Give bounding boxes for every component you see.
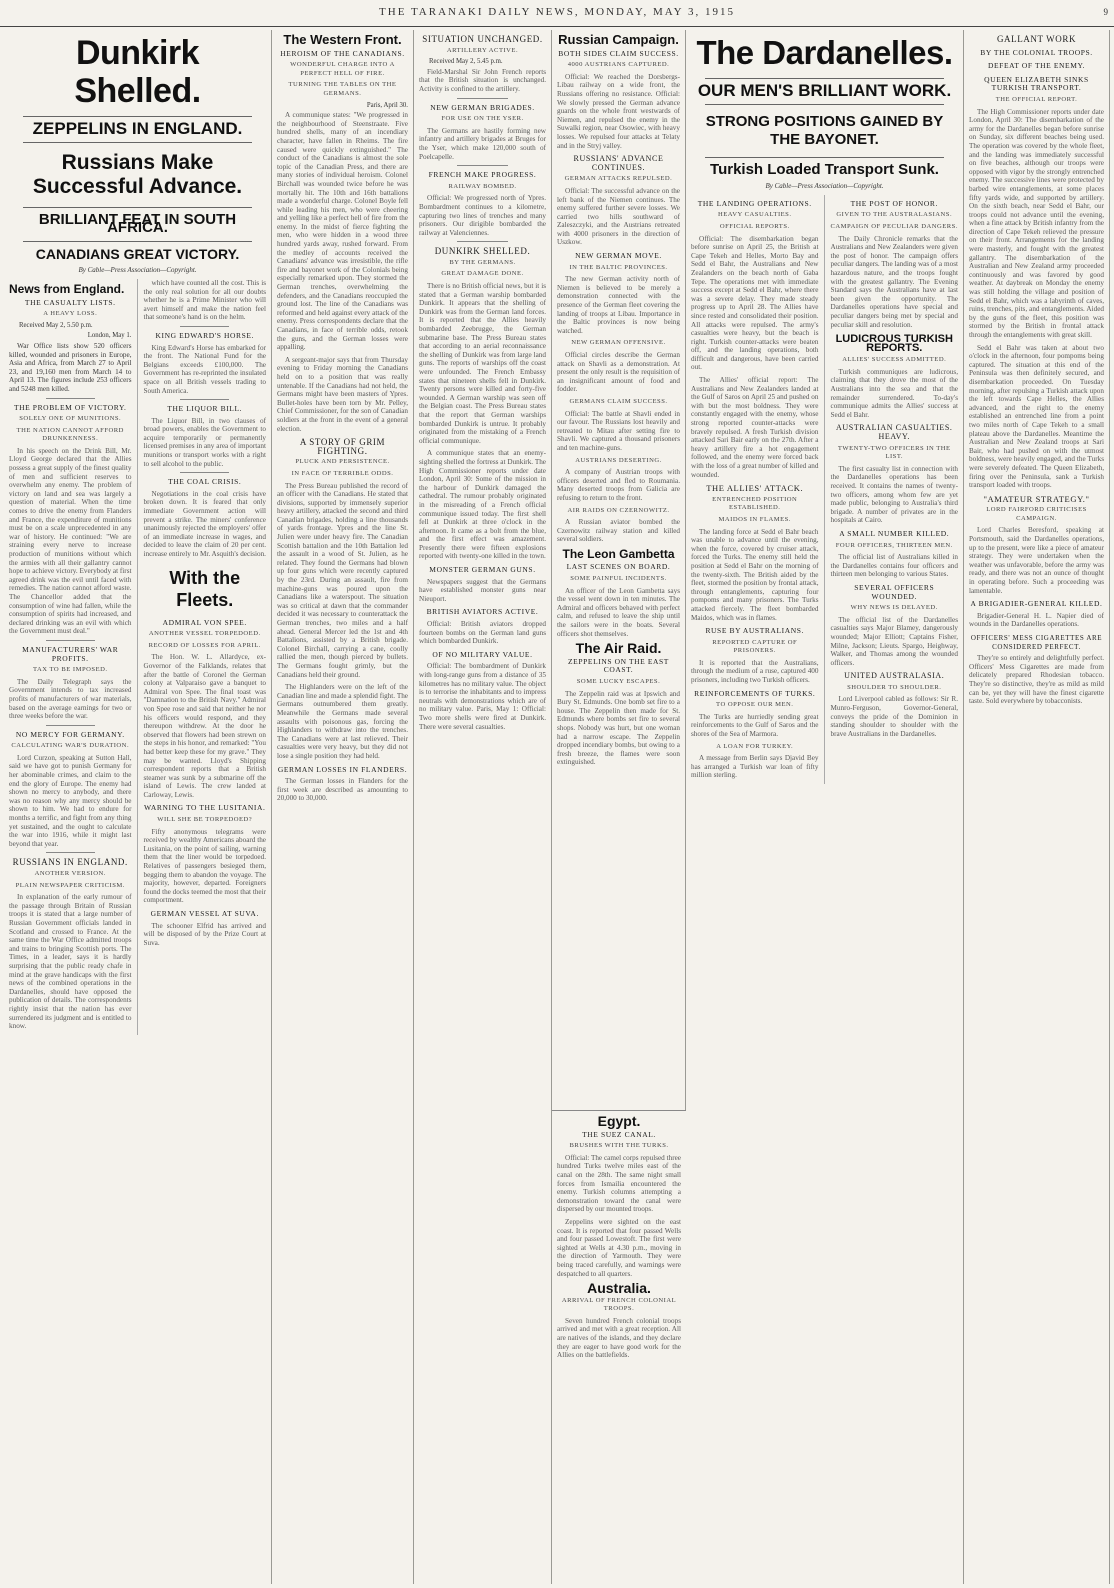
divider	[180, 472, 229, 473]
headline-south-africa: BRILLIANT FEAT IN SOUTH AFRICA.	[38, 210, 237, 237]
divider	[457, 241, 508, 242]
subhead-mercy: NO MERCY FOR GERMANY.	[15, 729, 125, 739]
article-text: There is no British official news, but it is stated that a German warship bombarded Dunkirk. It appears that the shelling of Dunkirk was from the German land forces. It is reported that the Allies heavily bombarded Zeebrugge, the German submarine base. The Press Bureau states that according to an aerial reconnaissance the shelling of Dunkirk was from large land guns. The reports of warships off the coast were unfounded. The French Embassy states that nineteen shells fell in Dunkirk. Twenty persons were killed and forty-five wounded. A German warship was seen off the Belgian coast. The Press Bureau states that the report that German warships bombarded Dunkirk is untrue. It probably originated from the mistaking of a French official communique.	[419, 282, 546, 445]
masthead	[0, 0, 1114, 27]
subhead-allies-attack: THE ALLIES' ATTACK.	[706, 483, 804, 494]
subhead-problem: THE PROBLEM OF VICTORY.	[13, 402, 127, 412]
subhead-lusitania: WARNING TO THE LUSITANIA.	[144, 803, 266, 813]
article-text: Sedd el Bahr was taken at about two o'clock in the afternoon, four pompoms being captured. The situation at this end of the Peninsula was then definitely secured, and disembarkation proceeded. On Tuesday morning, after repulsing a Turkish attack upon the left towards Cape Helles, the Allies advanced, and the right to the enemy established an entrenched line from a point two miles north of Cape Tekeh to a small plateau above the Dardanelles. Meantime the Australian and New Zealand troops at Sari Bair, who had pushed on with the utmost boldness, were heavily engaged, and the Turks were severely defeated. The Queen Elizabeth, firing over the Peninsula, sank a Turkish transport loaded with troops.	[969, 343, 1104, 490]
section-fleets: With the Fleets.	[169, 567, 241, 610]
subhead-reinforcements: REINFORCEMENTS OF TURKS.	[694, 688, 816, 698]
headline-situation: SITUATION UNCHANGED.	[422, 34, 543, 44]
subcolumns	[9, 279, 266, 1035]
subhead-capture: REPORTED CAPTURE OF PRISONERS.	[712, 638, 798, 655]
subhead-four-officers: FOUR OFFICERS, THIRTEEN MEN.	[835, 541, 953, 549]
page-number: 9	[1103, 7, 1108, 17]
subhead-another-version: ANOTHER VERSION.	[34, 870, 106, 877]
article-text: The Highlanders were on the left of the Canadian line and made a splendid fight. The Germans outnumbered them greatly. Meanwhile the Germans made several assaults with poisonous gas, forcing the Highlanders to withdraw into the trenches. The Canadians were at last relieved. Their casualties were very heavy, but they did not lose a single position they had held.	[277, 683, 408, 760]
subhead-casualty: THE CASUALTY LISTS.	[24, 297, 116, 307]
article-text: Newspapers suggest that the Germans have established monster guns near Nieuport.	[419, 577, 546, 603]
subcolumn-left	[9, 279, 138, 1035]
headline-brilliant-work: OUR MEN'S BRILLIANT WORK.	[697, 81, 952, 100]
subhead-brigadier: A BRIGADIER-GENERAL KILLED.	[970, 599, 1103, 609]
subhead-small-killed: A SMALL NUMBER KILLED.	[839, 528, 950, 538]
subhead-deserting: AUSTRIANS DESERTING.	[575, 456, 662, 464]
divider	[180, 326, 229, 327]
subhead-ruse: RUSE BY AUSTRALIANS.	[705, 626, 805, 636]
subhead-east-coast: ZEPPELINS ON THE EAST COAST.	[567, 656, 669, 675]
subhead-fairfax: LORD FAIRFORD CRITICISES CAMPAIGN.	[986, 506, 1087, 522]
subhead-brushes: BRUSHES WITH THE TURKS.	[569, 1142, 669, 1150]
subhead-manufacturers: MANUFACTURERS' WAR PROFITS.	[22, 644, 119, 663]
article-text: Lord Curzon, speaking at Sutton Hall, said we have got to punish Germany for her abominable crimes, and claim to the end the glory of Europe. The enemy had shown no mercy to anybody, and there was no reason why any mercy should be shown to him. We had to endure for months a terrific, and fight from any thing yet sustained, and the ought to calculate the war into 1916, while it might last beyond that year.	[9, 753, 132, 848]
newspaper-columns	[4, 30, 1110, 1584]
column-4-lower	[552, 1110, 686, 1584]
subhead-czernowitz: AIR RAIDS ON CZERNOWITZ.	[567, 506, 670, 514]
article-text: Official: We progressed north of Ypres. Bombardment continues to a kilometre, capturing two lines of trenches and many prisoners. Our dirigible bombarded the railway at Valenciennes.	[419, 194, 546, 237]
subhead-several-wounded: SEVERAL OFFICERS WOUNDED.	[854, 582, 935, 601]
article-text: The High Commissioner reports under date London, April 30: The disembarkation of the army for the Dardanelles began before sunrise on Sunday, six different beaches being used. The operation was covered by the whole fleet, and the landing was immediately successful on five beaches, although our troops were opposed with vigor by the strongly entrenched enemy. The successive lines were protected by barbed wire entanglements, at some places fifty yards wide, and supported by artillery. On the sixth beach, near Sedd el Bahr, our troops could not advance until the evening, when a fine attack by British infantry from the direction of Cape Tekeh relieved the pressure on their front. Arrangements for the landing were masterly, and fought with the greatest gallantry. The disembarkation of the Australian and New Zealand army proceeded continuously and was favored by good weather. At daybreak on Monday the enemy was still holding the village and position of Sedd el Bahr, which was a labyrinth of caves, ruins, trenches, pits, and entanglements. Aided by the guns of the fleet, this position was stormed by the British in frontal attack through the entanglements with great skill.	[969, 107, 1104, 339]
headline-western-front: The Western Front.	[283, 32, 402, 47]
subhead-painful: SOME PAINFUL INCIDENTS.	[570, 575, 667, 583]
article-text: Seven hundred French colonial troops arrived and met with a great reception. All are natives of the islands, and they declare they are eager to have good work for the Allies on the battlefields.	[557, 1316, 681, 1360]
divider	[23, 207, 252, 208]
subhead-suva: GERMAN VESSEL AT SUVA.	[150, 909, 259, 918]
article-text: They're so entirely and delightfully perfect. Officers' Mess Cigarettes are made from delicately prepared Rhodesian tobacco. They're so distinctive, they're as mild as mild can be, yet they will have the finest cigarette taste. Sold everywhere by tobacconists.	[969, 654, 1104, 706]
subhead-wonderful-charge: WONDERFUL CHARGE INTO A PERFECT HELL OF FIRE.	[290, 61, 395, 77]
divider	[457, 165, 508, 166]
article-text: Official: The successful advance on the left bank of the Niemen continues. The enemy suffered further severe losses. We carried two hills southward of Zaleszczyki, and the Austrians retreated with 4000 prisoners in the direction of Uszkow.	[557, 186, 680, 247]
headline-australia: Australia.	[587, 1280, 651, 1297]
article-text: Turkish communiques are ludicrous, claiming that they drove the most of the Australians into the sea and that the remainder surrendered. To-day's communique admits the Allies' success at Sedd el Bahr.	[830, 367, 958, 419]
subhead-yser: FOR USE ON THE YSER.	[441, 115, 524, 123]
subhead-new-brigades: NEW GERMAN BRIGADES.	[430, 102, 535, 112]
article-text: The landing force at Sedd el Bahr beach was unable to advance until the evening, when the force, covered by cruiser attack, forced the Turks. The enemy still held the position at Sedd el Bahr on the morning of the twenty-sixth. The British aided by the fleet, stormed the position by frontal attack, through entanglements, capturing four pompoms and many prisoners. The Turks attacked fiercely. The fleet bombarded Maidos, which was in flames.	[691, 527, 819, 622]
subhead-torpedoed: ANOTHER VESSEL TORPEDOED.	[148, 630, 261, 638]
subhead-arrival: ARRIVAL OF FRENCH COLONIAL TROOPS.	[561, 1296, 677, 1313]
subhead-repulsed: GERMAN ATTACKS REPULSED.	[564, 175, 673, 183]
divider	[46, 640, 95, 641]
article-text: The schooner Elfrid has arrived and will be disposed of by the Prize Court at Suva.	[143, 921, 266, 947]
subhead-drunkenness: THE NATION CANNOT AFFORD DRUNKENNESS.	[16, 426, 124, 443]
article-text: The Liquor Bill, in two clauses of broad powers, enables the Government to acquire temporarily or permanently licensed premises in any area of important munitions or transport works with a right to sell alcohol to the public.	[143, 416, 266, 468]
article-text: A communique states that an enemy-sighting shelled the fortress at Dunkirk. The High Commissioner reports under date London, April 30: Some of the mission in the harbour of Dunkirk damaged the cathedral. The rumour probably originated in the misreading of a French official communique issued today. The first shell fell at Dunkirk at three o'clock in the afternoon. It came as a bolt from the blue, and the first effect was amazement. Presently there were fifteen explosions reported with twenty-one killed in the town.	[419, 449, 546, 561]
subhead-damage: GREAT DAMAGE DONE.	[441, 270, 524, 278]
article-text: Field-Marshal Sir John French reports that the British situation is unchanged. Activity is confined to the artillery.	[419, 67, 546, 93]
headline-strong-positions: STRONG POSITIONS GAINED BY THE BAYONET.	[705, 112, 944, 148]
subhead-heroism: HEROISM OF THE CANADIANS.	[280, 48, 405, 58]
article-text: In explanation of the early rumour of the passage through Britain of Russian troops it is stated that a large number of Russian Government officials landed in Scotland and crossed to France. At the same time the War Office admitted troops and trains to bringing Scottish ports. The Times, in a leader, says it is hardly surprising that the public ready chafe in mind at the grave handicaps with the first news of the combined operations in the Dardanelles, should have opposed the publication of details. The correspondents rightly insist that the nation has ever surrendered its judgment and is entitled to know.	[9, 893, 132, 1031]
article-text: Fifty anonymous telegrams were received by wealthy Americans aboard the Lusitania, on the point of sailing, warning them that the liner would be torpedoed. Relatives of passengers besieged them, begging them to abandon the voyage. The majority, however, departed. Foreigners found the docks teemed the most that their comportment.	[143, 827, 266, 905]
headline-air-raid: The Air Raid.	[575, 640, 662, 657]
article-text: The Allies' official report: The Australians and New Zealanders landed at the Gulf of Saros on April 25 and pushed on with but the most boldness. They were constantly engaged with the enemy, whose strong reported counter-attacks were bravely repulsed. A fresh Turkish division attacked Sari Bair early on the 27th. After a heavy artillery fire a hot engagement followed, and the enemy were forced back with the loss of a great number of killed and wounded.	[691, 376, 819, 479]
subhead-by-germans: BY THE GERMANS.	[449, 258, 516, 266]
subhead-heavy-loss: A HEAVY LOSS.	[43, 310, 98, 318]
article-text: Lord Charles Beresford, speaking at Portsmouth, said the Dardanelles operations, up to the present, were like a piece of amateur strategy. They were undertaken when the weather was unfavorable, before the army was ready, and there was not an ounce of thought in operating before. Such a proceeding was lamentable.	[969, 526, 1104, 595]
divider	[457, 98, 508, 99]
subhead-official-report: THE OFFICIAL REPORT.	[995, 95, 1078, 103]
subhead-suez: THE SUEZ CANAL.	[582, 1129, 656, 1139]
subhead-tax: TAX TO BE IMPOSED.	[32, 666, 108, 674]
subhead-duration: CALCULATING WAR'S DURATION.	[11, 742, 130, 750]
subhead-given: GIVEN TO THE AUSTRALASIANS.	[836, 211, 953, 219]
headline-gambetta: The Leon Gambetta	[562, 546, 675, 561]
subhead-aus-casualties: AUSTRALIAN CASUALTIES. HEAVY.	[836, 423, 953, 442]
headline-russian-campaign: Russian Campaign.	[558, 32, 679, 47]
divider	[46, 398, 95, 399]
headline-dardanelles: The Dardanelles.	[696, 34, 953, 71]
subhead-turning-tables: TURNING THE TABLES ON THE GERMANS.	[288, 81, 397, 97]
article-text: The Germans are hastily forming new infantry and artillery brigades at Bruges for the Yser, which make 120,000 south of Poelcapelle.	[419, 126, 546, 161]
article-text: It is reported that the Australians, through the medium of a ruse, captured 400 prisoners, including two Turkish officers.	[691, 658, 819, 685]
subcolumn-left	[691, 195, 825, 784]
article-text: The Hon. W. L. Allardyce, ex-Governor of the Falklands, relates that after the battle of Coronel the German colony at Valparaiso gave a banquet to Admiral von Spee. The final toast was "Damnation to the British Navy." Admiral von Spee rose and said that neither he nor his officers would respond, and they thereupon withdrew. At the door he observed that flowers had been strewn on the steps in his honor, and remarked: "You had better keep these for my grave." They may be wanted. Lloyd's Shipping correspondent reports that a British steamer was sunk by a submarine off the island of Lewis. The crew landed at Carloway, Lewis.	[143, 653, 266, 799]
received-line: Received May 2, 5.45 p.m.	[429, 58, 503, 66]
subhead-4000-captured: 4000 AUSTRIANS CAPTURED.	[567, 61, 670, 69]
subhead-aviators: BRITISH AVIATORS ACTIVE.	[426, 607, 539, 617]
subhead-dunkirk: DUNKIRK SHELLED.	[434, 246, 531, 257]
article-text: The German losses in Flanders for the first week are described as amounting to 20,000 to 30,000.	[277, 777, 408, 803]
subhead-amateur: "AMATEUR STRATEGY."	[983, 493, 1090, 504]
divider	[23, 142, 252, 143]
column-3	[414, 30, 552, 1584]
subhead-russians-advance: RUSSIANS' ADVANCE CONTINUES.	[573, 154, 664, 172]
article-text: An officer of the Leon Gambetta says the vessel went down in ten minutes. The Admiral and officers behaved with perfect calm, and refused to leave the ship until the sailors were in the boats. Several officers shot themselves.	[557, 586, 680, 638]
subhead-post-honor: THE POST OF HONOR.	[850, 198, 938, 208]
subhead-will-she: WILL SHE BE TORPEDOED?	[157, 816, 253, 824]
article-text: Official: The camel corps repulsed three hundred Turks twelve miles east of the canal on the 28th. The same night small forces from Ismailia encountered the enemy. Turkish columns attempting a demonstration toward the canal were dispersed by our mounted troops.	[557, 1153, 681, 1214]
subhead-military-value: OF NO MILITARY VALUE.	[432, 649, 533, 659]
divider	[46, 725, 95, 726]
subhead-shoulder: SHOULDER TO SHOULDER.	[847, 683, 942, 691]
subhead-campaign: CAMPAIGN OF PECULIAR DANGERS.	[830, 222, 958, 230]
dateline: Paris, April 30.	[366, 101, 408, 109]
subhead-queen-elizabeth: QUEEN ELIZABETH SINKS TURKISH TRANSPORT.	[984, 74, 1089, 93]
subhead-defeat: DEFEAT OF THE ENEMY.	[987, 61, 1085, 71]
column-7	[964, 30, 1110, 1584]
headline-egypt: Egypt.	[597, 1113, 641, 1129]
subhead-twenty-two: TWENTY-TWO OFFICERS IN THE LIST.	[837, 444, 951, 461]
subhead-von-spee: ADMIRAL VON SPEE.	[162, 617, 247, 627]
subhead-pluck: PLUCK AND PERSISTENCE.	[295, 458, 390, 466]
subhead-ludicrous: LUDICROUS TURKISH REPORTS.	[835, 333, 953, 354]
headline-dunkirk: Dunkirk Shelled.	[74, 34, 201, 110]
subcolumns	[691, 195, 958, 784]
subhead-french-progress: FRENCH MAKE PROGRESS.	[428, 170, 537, 180]
divider	[23, 116, 252, 117]
article-text: A sergeant-major says that from Thursday evening to Friday morning the Canadians held on to a position that was really untenable. If the Canadians had not held, the Germans might have been masters of Ypres. Bullet-holes have been torn by Mr. Pelley, Chief Commissioner, for the son of Canadian soldiers at the front in the event of a general election.	[277, 355, 408, 433]
article-text: Negotiations in the coal crisis have broken down. It is feared that only immediate Government action will prevent a strike. The miners' conference unanimously rejected the employers' offer of an immediate increase in wages, and decided to leave the claim of 20 per cent. increase entirely to Mr. Asquith's decision.	[143, 489, 266, 558]
section-news-england: News from England.	[9, 281, 125, 296]
divider	[705, 104, 944, 105]
subhead-colonial: BY THE COLONIAL TROOPS.	[980, 47, 1093, 57]
subhead-story-grim: A STORY OF GRIM FIGHTING.	[299, 437, 386, 456]
subhead-both-sides: BOTH SIDES CLAIM SUCCESS.	[558, 48, 679, 58]
press-credit: By Cable—Press Association—Copyright.	[78, 266, 197, 275]
article-text: The first casualty list in connection with the Dardanelles operations has been received. It contains the names of twenty-two officers, among whom few are yet made public, belonging to Australia's third brigade. A number of privates are in the hospitals at Cairo.	[830, 464, 958, 525]
article-text: The official list of Australians killed in the Dardanelles contains four officers and thirteen men belonging to various States.	[830, 553, 958, 579]
article-text: In his speech on the Drink Bill, Mr. Lloyd George declared that the Allies possess a great supply of the finest quality of men and sufficient reserves to overwhelm any enemy. The problem of victory on land and sea was largely a question of material. When the time comes to drive the enemy from Flanders and France, the expenditure of munitions must be on a scale unprecedented in any war of history. He continued: "We are straining every nerve to increase production of munitions without which the armies with all their gallantry cannot hope to achieve victory. Everybody at first agreed drink was the evil until faced with remedies. The nation cannot afford waste. The Chancellor added that the consumption of wine had fallen, while the consumption of spirits had increased, and declared drinking was an evil with which the Government must deal."	[9, 446, 132, 636]
subhead-last-scenes: LAST SCENES ON BOARD.	[566, 562, 671, 572]
article-text: The official list of the Dardanelles casualties says Major Blamey, dangerously wounded; Major Elliott; Captains Fisher, Milne, Jackson; Lieuts. Spargo, Heighway, Walker, and Thomas among the wounded officers.	[830, 615, 958, 667]
article-text: The new German activity north of Niemen is believed to be merely a demonstration connected with the presence of the German fleet covering the landing of troops at Libau. Importance in the Baltic provinces is now being watched.	[557, 275, 680, 335]
subhead-baltic: IN THE BALTIC PROVINCES.	[569, 263, 668, 271]
subhead-monster-guns: MONSTER GERMAN GUNS.	[429, 565, 536, 575]
subhead-allies-success: ALLIES' SUCCESS ADMITTED.	[842, 356, 947, 364]
article-text: The Daily Telegraph says the Government intends to tax increased profits of manufacturers of war materials, based on the average earnings for two or three weeks before the war.	[9, 677, 132, 721]
article-text: Lord Liverpool cabled as follows: Sir R. Munro-Ferguson, Governor-General, conveys the pride of the Dominion in standing shoulder to shoulder with the brave Australians in the Dardanelles.	[830, 695, 958, 738]
column-1	[4, 30, 272, 1584]
subhead-united: UNITED AUSTRALASIA.	[844, 671, 945, 681]
article-text: which have counted all the cost. This is the only real solution for all our doubts whether he is a Prime Minister who will avert himself and make the nation feel that someone's hand is on the helm.	[143, 278, 266, 322]
subhead-new-german-move: NEW GERMAN MOVE.	[575, 251, 662, 261]
headline-canadians: CANADIANS GREAT VICTORY.	[35, 245, 240, 262]
article-text: Brigadier-General H. L. Napier died of wounds in the Dardanelles operations.	[969, 611, 1104, 629]
subhead-russians-england: RUSSIANS IN ENGLAND.	[12, 857, 128, 868]
subhead-cigarettes: OFFICERS' MESS CIGARETTES ARE CONSIDERED PERFECT.	[970, 634, 1103, 651]
article-text: Zeppelins were sighted on the east coast. It is reported that four passed Wells and four passed Lowestoft. The first were sighted at Wells at 4.30 p.m., moving in the direction of Yarmouth. They were being traced carefully, and warnings were despatched to all quarters.	[557, 1217, 681, 1278]
article-text: The Turks are hurriedly sending great reinforcements to the Gulf of Saros and the shores of the Sea of Marmora.	[691, 712, 819, 739]
headline-zeppelins: ZEPPELINS IN ENGLAND.	[32, 119, 243, 138]
subhead-loan: A LOAN FOR TURKEY.	[716, 742, 794, 750]
subhead-maidos: MAIDOS IN FLAMES.	[718, 515, 791, 523]
subhead-liquor-bill: THE LIQUOR BILL.	[167, 404, 243, 414]
subhead-king-edwards-horse: KING EDWARD'S HORSE.	[155, 330, 255, 340]
subhead-artillery: ARTILLERY ACTIVE.	[446, 46, 519, 54]
press-credit: By Cable—Press Association—Copyright.	[765, 182, 884, 191]
dateline: London, May 1.	[87, 332, 132, 340]
headline-gallant-work: GALLANT WORK	[996, 34, 1077, 44]
received-line: Received May 2, 5.50 p.m.	[19, 321, 93, 329]
subhead-heavy-casualties: HEAVY CASUALTIES.	[718, 211, 792, 219]
article-text: Official: We reached the Dorsbergs-Libau railway on a wide front, the Russians offering no resistance. Official: We slowly pressed the German advance guards on the whole front westwards of Niemen, and repulsed the enemy in the Suwalki region, near Osowiec, with heavy losses. We repulsed four attacks at Telaty and in the Stryj valley.	[557, 72, 680, 150]
subhead-entrenched: ENTRENCHED POSITION ESTABLISHED.	[712, 495, 798, 512]
subhead-record-losses: RECORD OF LOSSES FOR APRIL.	[148, 641, 261, 649]
subhead-railway: RAILWAY BOMBED.	[448, 182, 517, 190]
subhead-germans-claim: GERMANS CLAIM SUCCESS.	[569, 397, 668, 405]
divider	[705, 78, 944, 79]
subhead-offensive: NEW GERMAN OFFENSIVE.	[571, 339, 666, 347]
article-text: A communique states: "We progressed in the neighbourhood of Steenstraate. Five hundred shells, many of an incendiary character, have fallen in Rheims. The fire caused were quickly extinguished." The conduct of the Canadians is almost the sole topic of the Canadian Press, and there are many stories of individual heroism. Colonel Birchall was wounded twice before he was mortally hit. The 10th and 16th battalions made a wonderful charge. Colonel Boyle fell while leading his men, who were cheering and yelling like a perfect hell of fire from the enemy. In the midst of fierce fighting the men, who were hidden in a wood three hundred yards away, rushed forward. From the medley of accounts received the Canadians' advance was irresistible, the rifle fire and bayonet work of the Colonials being especially remarked upon. They stormed the German trenches, overwhelming the defenders, and the Canadians reoccupied the ground lost. The line of the Canadians was reformed and held against every attack of the enemy. Press correspondents declare that the Canadians, in face of terrible odds, retook the guns, and the German losses were appalling.	[277, 111, 408, 352]
divider	[705, 157, 944, 158]
subhead-german-losses: GERMAN LOSSES IN FLANDERS.	[277, 764, 408, 774]
subhead-munitions: SOLELY ONE OF MUNITIONS.	[19, 415, 122, 423]
subhead-plain-criticism: PLAIN NEWSPAPER CRITICISM.	[15, 881, 125, 889]
column-2	[272, 30, 414, 1584]
headline-transport-sunk: Turkish Loaded Transport Sunk.	[710, 160, 939, 178]
divider	[23, 241, 252, 242]
article-text: Official: The disembarkation began before sunrise on April 25, the British at Cape Tekeh and Helles, Morto Bay and Sedd el Bahr, the Australians and New Zealanders on the beach north of Gaba Tepe. The operations met with immediate success except at Sedd el Bahr, where there was a severe delay. They made steady progress up to April 28. The Allies have since rested and consolidated their position. All attacks were repulsed. The army's casualties were heavy, but the beach is right. Turkish counter-attacks were beaten off, and the landing operations, both difficult and dangerous, have been carried out.	[691, 234, 819, 372]
article-text: A company of Austrian troops with officers deserted and fled to Roumania. Many deserted troops from Galicia are refusing to return to the front.	[557, 468, 680, 502]
subhead-official-reports: OFFICIAL REPORTS.	[719, 222, 790, 230]
divider	[46, 852, 95, 853]
subhead-terrible-odds: IN FACE OF TERRIBLE ODDS.	[291, 469, 394, 477]
subhead-landing: THE LANDING OPERATIONS.	[697, 198, 812, 208]
article-text: Official: The battle at Shavli ended in our favour. The Russians lost heavily and retreated to Mitau after setting fire to Shavli. We captured a thousand prisoners and ten machine-guns.	[557, 409, 680, 452]
article-text: The Press Bureau published the record of an officer with the Canadians. He stated that divisions, supported by immensely superior heavy artillery, attacked the second and third Canadian brigades, holding a line thousands of yards frontage. Ypres and the line St. Julien were under heavy fire. The Canadian Scottish battalion and the 10th Battalion led the assault in a wood of St. Julien, as he related. They found the Germans had blown up four guns which were recently captured by the 23rd. During an assault, fire from machine-guns was poured upon the Canadians like a waterspout. The situation was so critical at dawn that the commander decided it was necessary to counterattack the German trenches, two miles and a half ahead. General Mercer led the 1st and 4th Battalions, assisted by a British brigade. Colonel Birchall, carrying a cane, coolly rallied the men, though pierced by bullets. The Germans fought grimly, but the Canadians held their ground.	[277, 481, 408, 679]
subhead-delayed: WHY NEWS IS DELAYED.	[850, 604, 938, 612]
subhead-coal-crisis: THE COAL CRISIS.	[168, 477, 242, 487]
article-text: Official: British aviators dropped fourteen bombs on the German land guns which bombarded Dunkirk.	[419, 620, 546, 646]
masthead-title: THE TARANAKI DAILY NEWS, MONDAY, MAY 3, 1915	[379, 6, 735, 18]
article-text: King Edward's Horse has embarked for the front. The National Fund for the Belgians exceeds £100,000. The Government has re-reprinted the insulated space on all British vessels trading to South America.	[143, 343, 266, 395]
article-text: The Daily Chronicle remarks that the Australians and New Zealanders were given the post of honor. The campaign offers peculiar dangers. The landing was of a most hazardous nature, and the troops fought with the greatest gallantry. The Evening Standard says the Australians have at last been given the opportunity. The Dardanelles operations have special and peculiar dangers being met by special and peculiar skill and resolution.	[830, 234, 958, 329]
subcolumn-right	[144, 279, 267, 1035]
article-text: Official circles describe the German attack on Shavli as a demonstration. At present the only result is the requisition of an insignificant amount of food and fodder.	[557, 351, 680, 394]
article-text: War Office lists show 520 officers killed, wounded and prisoners in Europe, Asia and Africa, from March 27 to April 23, and 19,160 men from March 14 to April 13. The figures include 253 officers and 5248 men killed.	[9, 341, 132, 393]
divider	[180, 399, 229, 400]
headline-russians: Russians Make Successful Advance.	[32, 150, 243, 198]
article-text: Official: The bombardment of Dunkirk with long-range guns from a distance of 35 kilometres has no military value. The object is to terrorise the inhabitants and to impress neutrals with demonstrations which are of no military value. Paris, May 1: Official: Two more shells were fired at Dunkirk. There were several casualties.	[419, 662, 546, 731]
subcolumn-right	[831, 195, 959, 784]
subhead-oppose: TO OPPOSE OUR MEN.	[716, 701, 794, 709]
subhead-lucky-escapes: SOME LUCKY ESCAPES.	[576, 678, 661, 685]
article-text: A message from Berlin says Djavid Bey has arranged a Turkish war loan of fifty million sterling.	[691, 754, 819, 780]
article-text: The Zeppelin raid was at Ipswich and Bury St. Edmunds. One bomb set fire to a house. The Zeppelin then made for St. Edmunds where bombs set fire to several shops. Nobody was hurt, but one woman had a narrow escape. The Zeppelin dropped incendiary bombs, but owing to a fresh breeze, the flames were soon extinguished.	[557, 689, 680, 767]
column-6	[686, 30, 964, 1584]
article-text: A Russian aviator bombed the Czernowitz railway station and killed several soldiers.	[557, 518, 680, 544]
